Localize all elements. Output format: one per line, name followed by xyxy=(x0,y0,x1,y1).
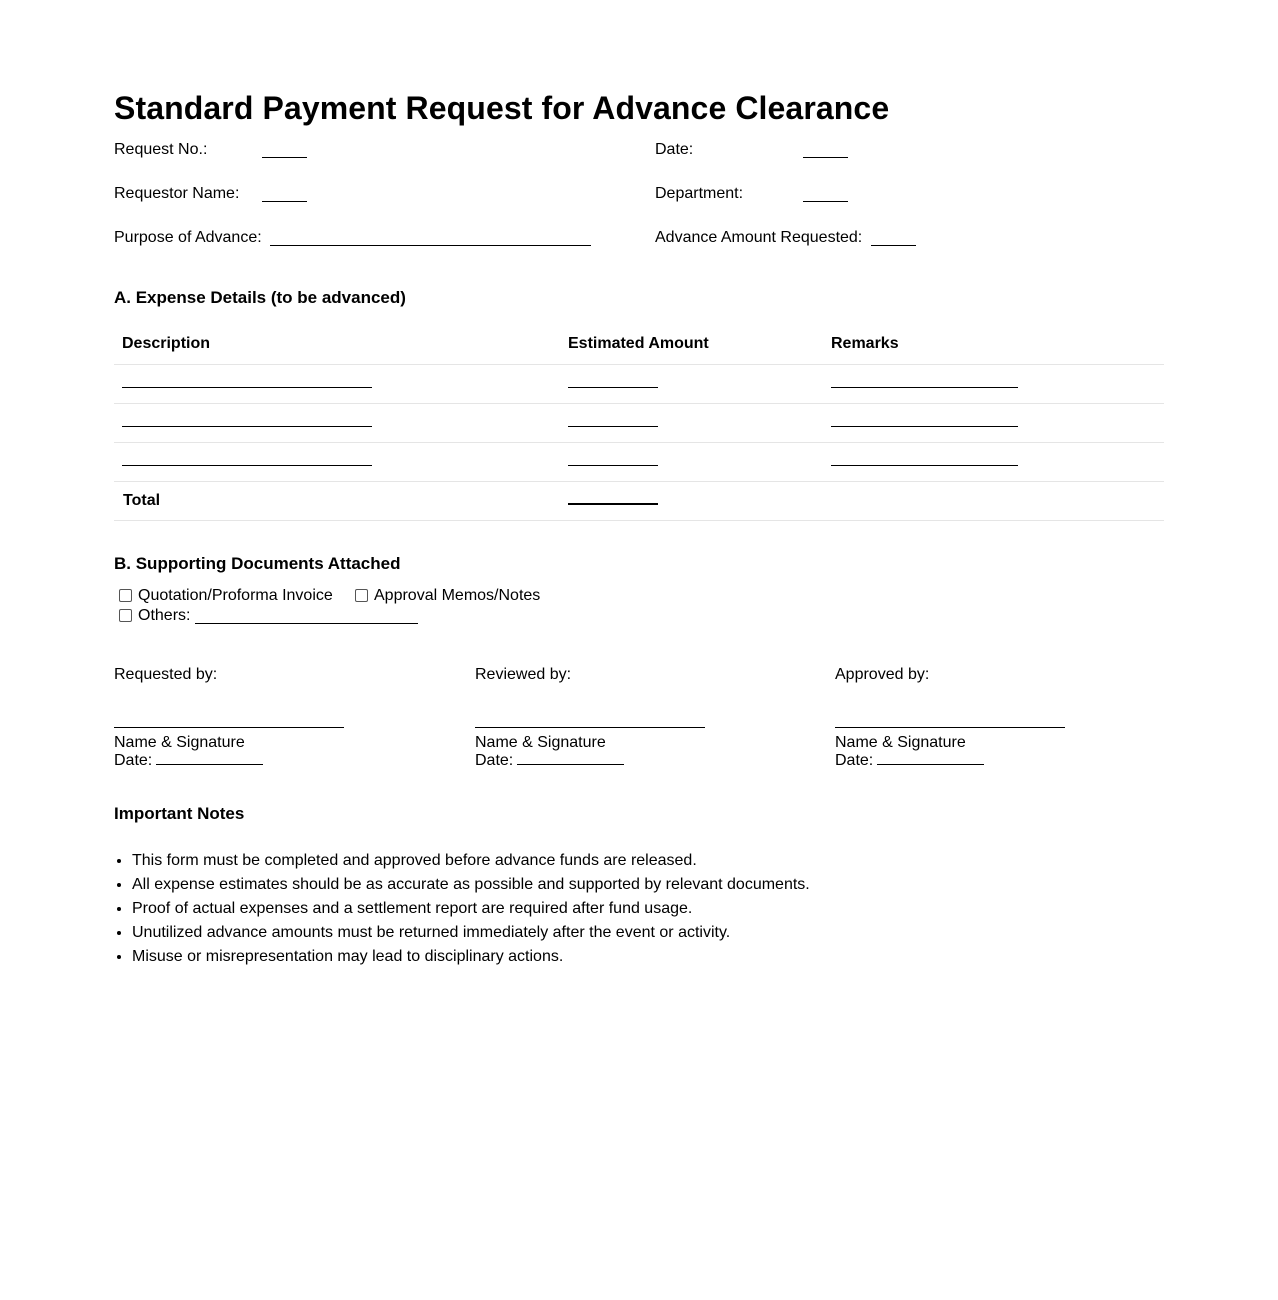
description-field[interactable] xyxy=(122,465,372,466)
total-amount-field[interactable] xyxy=(568,503,658,505)
advance-amount-label: Advance Amount Requested: xyxy=(655,229,863,246)
purpose-field[interactable] xyxy=(270,245,591,246)
list-item: • Proof of actual expenses and a settlement report are required after fund usage. xyxy=(132,897,810,921)
table-row xyxy=(114,404,1164,443)
signature-date-label: Date: xyxy=(475,752,514,769)
signature-date-label: Date: xyxy=(114,752,153,769)
signature-name-label: Name & Signature xyxy=(835,734,966,751)
advance-amount-field[interactable] xyxy=(871,245,916,246)
description-field[interactable] xyxy=(122,387,372,388)
description-field[interactable] xyxy=(122,426,372,427)
signature-line[interactable] xyxy=(114,727,344,728)
signature-title: Reviewed by: xyxy=(475,666,572,683)
approval-memos-checkbox-label: Approval Memos/Notes xyxy=(374,587,541,604)
list-item: • This form must be completed and approved before advance funds are released. xyxy=(132,849,810,873)
signature-title: Approved by: xyxy=(835,666,930,683)
remarks-field[interactable] xyxy=(831,426,1018,427)
section-a-title: A. Expense Details (to be advanced) xyxy=(114,288,406,307)
estimated-amount-field[interactable] xyxy=(568,387,658,388)
column-header-estimated-amount: Estimated Amount xyxy=(568,335,709,352)
others-checkbox[interactable] xyxy=(119,609,132,622)
signature-line[interactable] xyxy=(835,727,1065,728)
notes-title: Important Notes xyxy=(114,804,245,823)
list-item: • Unutilized advance amounts must be returned immediately after the event or activity. xyxy=(132,921,810,945)
signature-date-label: Date: xyxy=(835,752,874,769)
table-header-row xyxy=(114,324,1164,365)
column-header-remarks: Remarks xyxy=(831,335,899,352)
date-field[interactable] xyxy=(803,157,848,158)
estimated-amount-field[interactable] xyxy=(568,465,658,466)
estimated-amount-field[interactable] xyxy=(568,426,658,427)
list-item: • All expense estimates should be as accurate as possible and supported by relevant documents. xyxy=(132,873,810,897)
remarks-field[interactable] xyxy=(831,465,1018,466)
approval-memos-checkbox[interactable] xyxy=(355,589,368,602)
requestor-name-field[interactable] xyxy=(262,201,307,202)
signature-date-field[interactable] xyxy=(156,764,263,765)
page-title: Standard Payment Request for Advance Clearance xyxy=(114,90,890,126)
signature-date-field[interactable] xyxy=(877,764,984,765)
table-row xyxy=(114,365,1164,404)
signature-name-label: Name & Signature xyxy=(475,734,606,751)
others-checkbox-label: Others: xyxy=(138,607,191,624)
section-b-title: B. Supporting Documents Attached xyxy=(114,554,401,573)
request-no-field[interactable] xyxy=(262,157,307,158)
list-item: • Misuse or misrepresentation may lead to disciplinary actions. xyxy=(132,945,810,969)
department-field[interactable] xyxy=(803,201,848,202)
date-label: Date: xyxy=(655,141,694,158)
column-header-description: Description xyxy=(122,335,211,352)
quotation-checkbox-label: Quotation/Proforma Invoice xyxy=(138,587,333,604)
table-row xyxy=(114,443,1164,482)
quotation-checkbox[interactable] xyxy=(119,589,132,602)
others-field[interactable] xyxy=(195,623,418,624)
signature-line[interactable] xyxy=(475,727,705,728)
signature-date-field[interactable] xyxy=(517,764,624,765)
notes-list xyxy=(114,849,810,969)
requestor-name-label: Requestor Name: xyxy=(114,185,240,202)
remarks-field[interactable] xyxy=(831,387,1018,388)
request-no-label: Request No.: xyxy=(114,141,208,158)
signature-name-label: Name & Signature xyxy=(114,734,245,751)
total-row xyxy=(114,482,1164,521)
signature-title: Requested by: xyxy=(114,666,218,683)
purpose-label: Purpose of Advance: xyxy=(114,229,262,246)
total-label: Total xyxy=(123,492,161,509)
department-label: Department: xyxy=(655,185,744,202)
expense-table xyxy=(114,324,1164,521)
